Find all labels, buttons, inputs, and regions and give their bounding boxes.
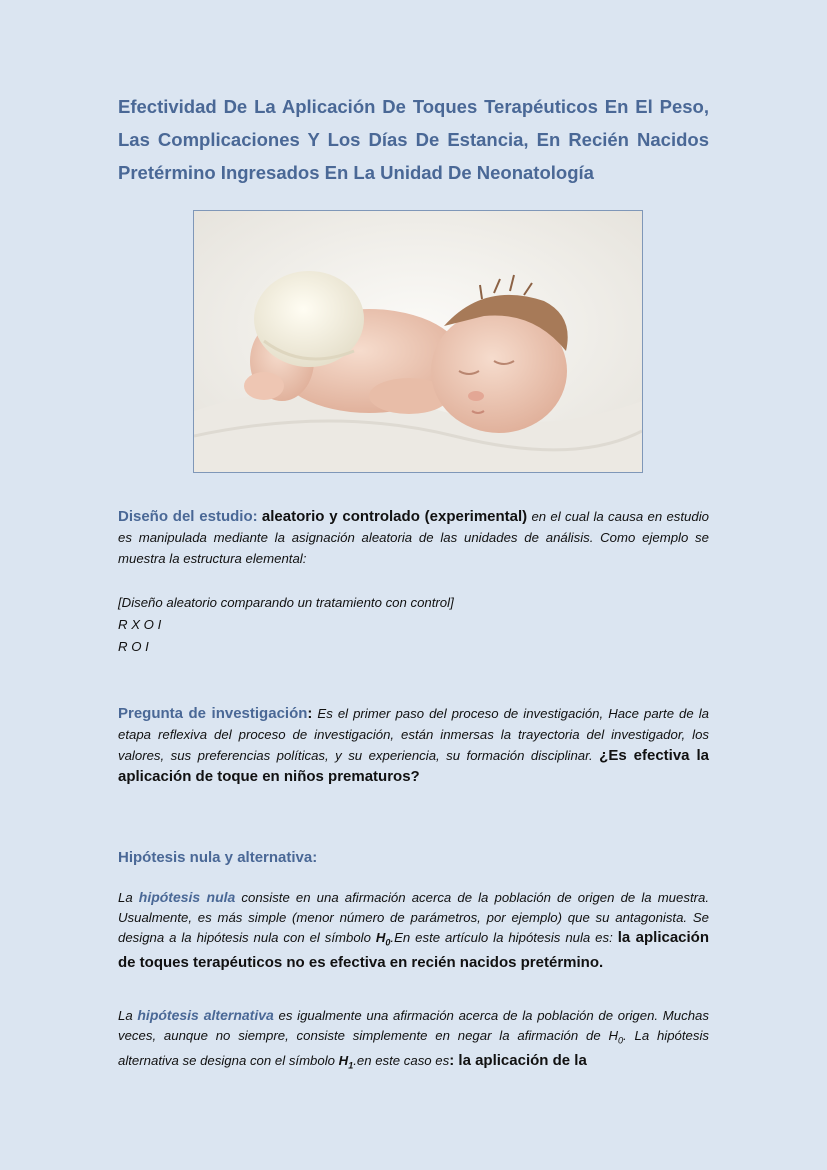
design-structure-title: [Diseño aleatorio comparando un tratamiento con control] xyxy=(118,595,454,610)
alternative-hypothesis-statement: la aplicación de la xyxy=(454,1051,587,1069)
design-structure-row-2: R O I xyxy=(118,639,149,654)
research-question: ¿Es efectiva la aplicación de toque en niños prematuros? xyxy=(118,747,709,785)
document-title: Efectividad De La Aplicación De Toques Terapéuticos En El Peso, Las Complicaciones Y Los Días De Estancia, En Recién Nacidos Pretérmino Ingresados En La Unidad De Neonatología xyxy=(118,96,709,183)
alternative-hypothesis-paragraph: La hipótesis alternativa es igualmente una afirmación acerca de la población de origen. Muchas veces, aunque no siempre, consiste simplemente en negar la afirmación de $H_0$. La hipótesis alternativa se designa con el símbolo $H_1.en$ este caso es: la aplicación de la xyxy=(118,1007,709,1071)
study-design-heading: Diseño del estudio: xyxy=(118,508,258,525)
hypothesis-heading: Hipótesis nula y alternativa: xyxy=(118,849,318,866)
study-design-paragraph xyxy=(118,506,709,569)
newborn-photo xyxy=(193,210,643,473)
null-hypothesis-statement: la aplicación de toques terapéuticos no es efectiva en recién nacidos pretérmino. xyxy=(118,929,709,971)
sleeping-baby-image xyxy=(194,211,642,472)
null-hypothesis-paragraph: La hipótesis nula consiste en una afirmación acerca de la población de origen de la muestra. Usualmente, es más simple (menor número de parámetros, por ejemplo) que su antagonista. Se designa a la hipótesis nula con el símbolo $H_0.En$ este artículo la hipótesis nula es: la aplicación de toques terapéuticos no es efectiva en recién nacidos pretérmino. xyxy=(118,889,709,971)
design-structure-row-1: R X O I xyxy=(118,617,162,632)
research-question-text: Es el primer paso del proceso de investigación, Hace parte de la etapa reflexiva del proceso de investigación, están inmersas la trayectoria del investigador, los valores, sus preferencias políticas, y su experiencia, su formación disciplinar. xyxy=(118,706,709,763)
research-question-paragraph: Pregunta de investigación: Es el primer paso del proceso de investigación, Hace parte de la etapa reflexiva del proceso de investigación, están inmersas la trayectoria del investigador, los valores, sus preferencias políticas, y su experiencia, su formación disciplinar. ¿Es efectiva la aplicación de toque en niños prematuros? xyxy=(118,705,709,785)
null-hypothesis-term: hipótesis nula xyxy=(138,889,236,905)
null-hypothesis-symbol: $H_0$ xyxy=(375,930,391,948)
alternative-hypothesis-term: hipótesis alternativa xyxy=(137,1007,274,1023)
study-design-text: en el cual la causa en estudio es manipulada mediante la asignación aleatoria de las unidades de análisis. Como ejemplo se muestra la estructura elemental: xyxy=(118,509,709,566)
research-question-heading: Pregunta de investigación xyxy=(118,705,308,722)
alternative-hypothesis-symbol: $H_1$ xyxy=(338,1052,354,1071)
study-design-type: aleatorio y controlado (experimental) xyxy=(261,508,528,525)
